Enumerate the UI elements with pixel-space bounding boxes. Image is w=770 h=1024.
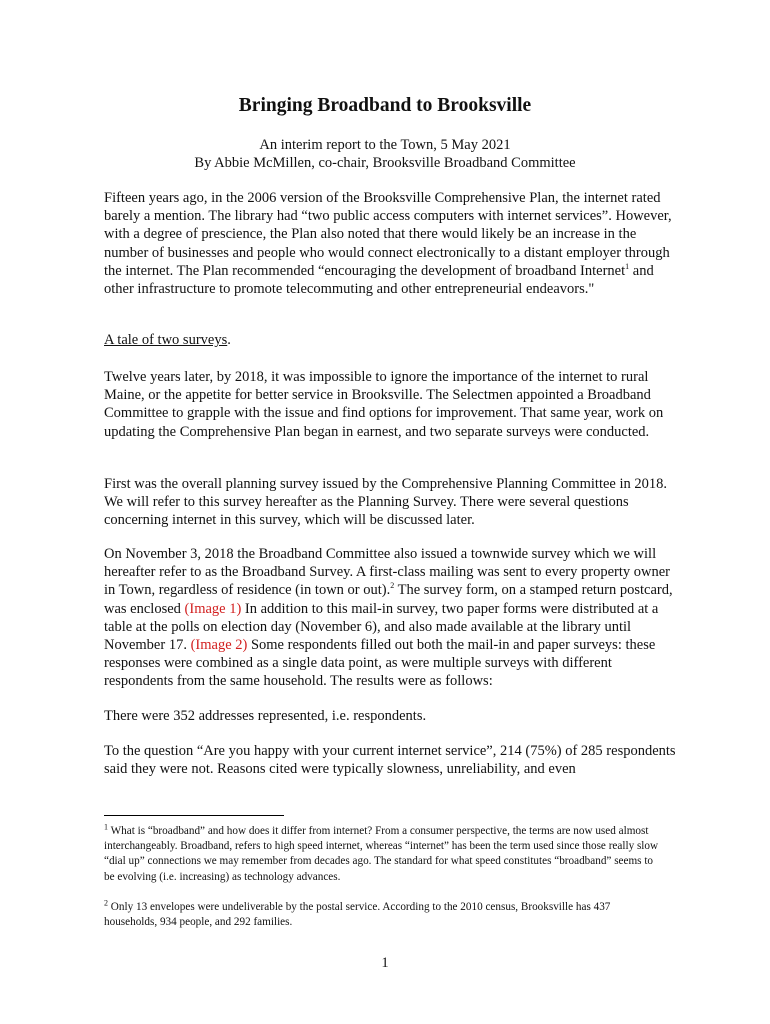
footnote-1 (104, 824, 666, 885)
footnote-2-text: Only 13 envelopes were undeliverable by the postal service. According to the 2010 census, Brooksville has 437 households, 934 people, and 292 families. (104, 901, 611, 929)
paragraph-happy-question-text: To the question “Are you happy with your current internet service”, 214 (75%) of 285 respondents said they were not. Reasons cited were typically slowness, unreliability, and even (104, 743, 676, 778)
paragraph-happy-question (104, 742, 679, 778)
paragraph-broadband-survey-text-c: In addition to this mail-in survey, two paper forms were distributed at a table at the polls on election day (November 6), and also made available at the library until November 17. (104, 600, 659, 654)
paragraph-intro-text-b: and other infrastructure to promote telecommuting and other entrepreneurial endeavors." (104, 262, 654, 298)
page-number: 1 (381, 955, 389, 971)
footnote-2 (104, 900, 666, 930)
document-subtitle: An interim report to the Town, 5 May 2021 (259, 137, 511, 153)
image-2-reference[interactable]: (Image 2) (190, 637, 248, 654)
footnote-divider (104, 815, 284, 816)
paragraph-intro (104, 189, 679, 298)
footnote-ref-2[interactable]: 2 (390, 581, 395, 591)
document-byline: By Abbie McMillen, co-chair, Brooksville Broadband Committee (194, 155, 576, 171)
paragraph-broadband-survey (104, 545, 679, 691)
paragraph-broadband-survey-text-d: Some respondents filled out both the mail-in and paper surveys: these responses were combined as a single data point, as were multiple surveys with different respondents from the same household. The results were as follows: (104, 637, 656, 690)
document-title: Bringing Broadband to Brooksville (238, 95, 532, 116)
paragraph-broadband-survey-text-b: The survey form, on a stamped return postcard, was enclosed (104, 582, 673, 617)
section-heading-text: A tale of two surveys (104, 332, 228, 348)
footnote-2-number: 2 (104, 898, 108, 908)
paragraph-respondents (104, 707, 679, 725)
paragraph-planning-survey (104, 475, 679, 530)
paragraph-respondents-text: There were 352 addresses represented, i.e. respondents. (104, 708, 427, 724)
section-heading (104, 331, 679, 349)
paragraph-intro-text-a: Fifteen years ago, in the 2006 version of the Brooksville Comprehensive Plan, the internet rated barely a mention. The library had “two public access computers with internet services”. However, with a degree of prescience, the Plan also noted that there would likely be an increase in the number of businesses and people who would connect electronically to a distant employer through the internet. The Plan recommended “encouraging the development of broadband Internet (104, 190, 672, 279)
paragraph-twelve-years-text: Twelve years later, by 2018, it was impossible to ignore the importance of the internet to rural Maine, or the appetite for better service in Brooksville. The Selectmen appointed a Broadband Committee to grapple with the issue and find options for improvement. That same year, work on updating the Comprehensive Plan began in earnest, and two separate surveys were conducted. (104, 369, 664, 440)
footnote-ref-1[interactable]: 1 (625, 261, 630, 271)
paragraph-twelve-years (104, 368, 679, 441)
section-heading-period: . (227, 332, 231, 348)
image-1-reference[interactable]: (Image 1) (184, 600, 242, 617)
paragraph-planning-survey-text: First was the overall planning survey issued by the Comprehensive Planning Committee in 2018. We will refer to this survey hereafter as the Planning Survey. There were several questions concerning internet in this survey, which will be discussed later. (104, 476, 668, 529)
footnote-1-text: What is “broadband” and how does it differ from internet? From a consumer perspective, the terms are now used almost interchangeably. Broadband, refers to high speed internet, whereas “internet” has been the term used since those really slow “dial up” connections we may remember from decades ago. The standard for what speed constitutes “broadband” seems to be evolving (i.e. increasing) as technology advances. (104, 825, 659, 883)
paragraph-broadband-survey-text-a: On November 3, 2018 the Broadband Committee also issued a townwide survey which we will hereafter refer to as the Broadband Survey. A first-class mailing was sent to every property owner in Town, regardless of residence (in town or out). (104, 546, 670, 599)
footnote-1-number: 1 (104, 822, 108, 832)
